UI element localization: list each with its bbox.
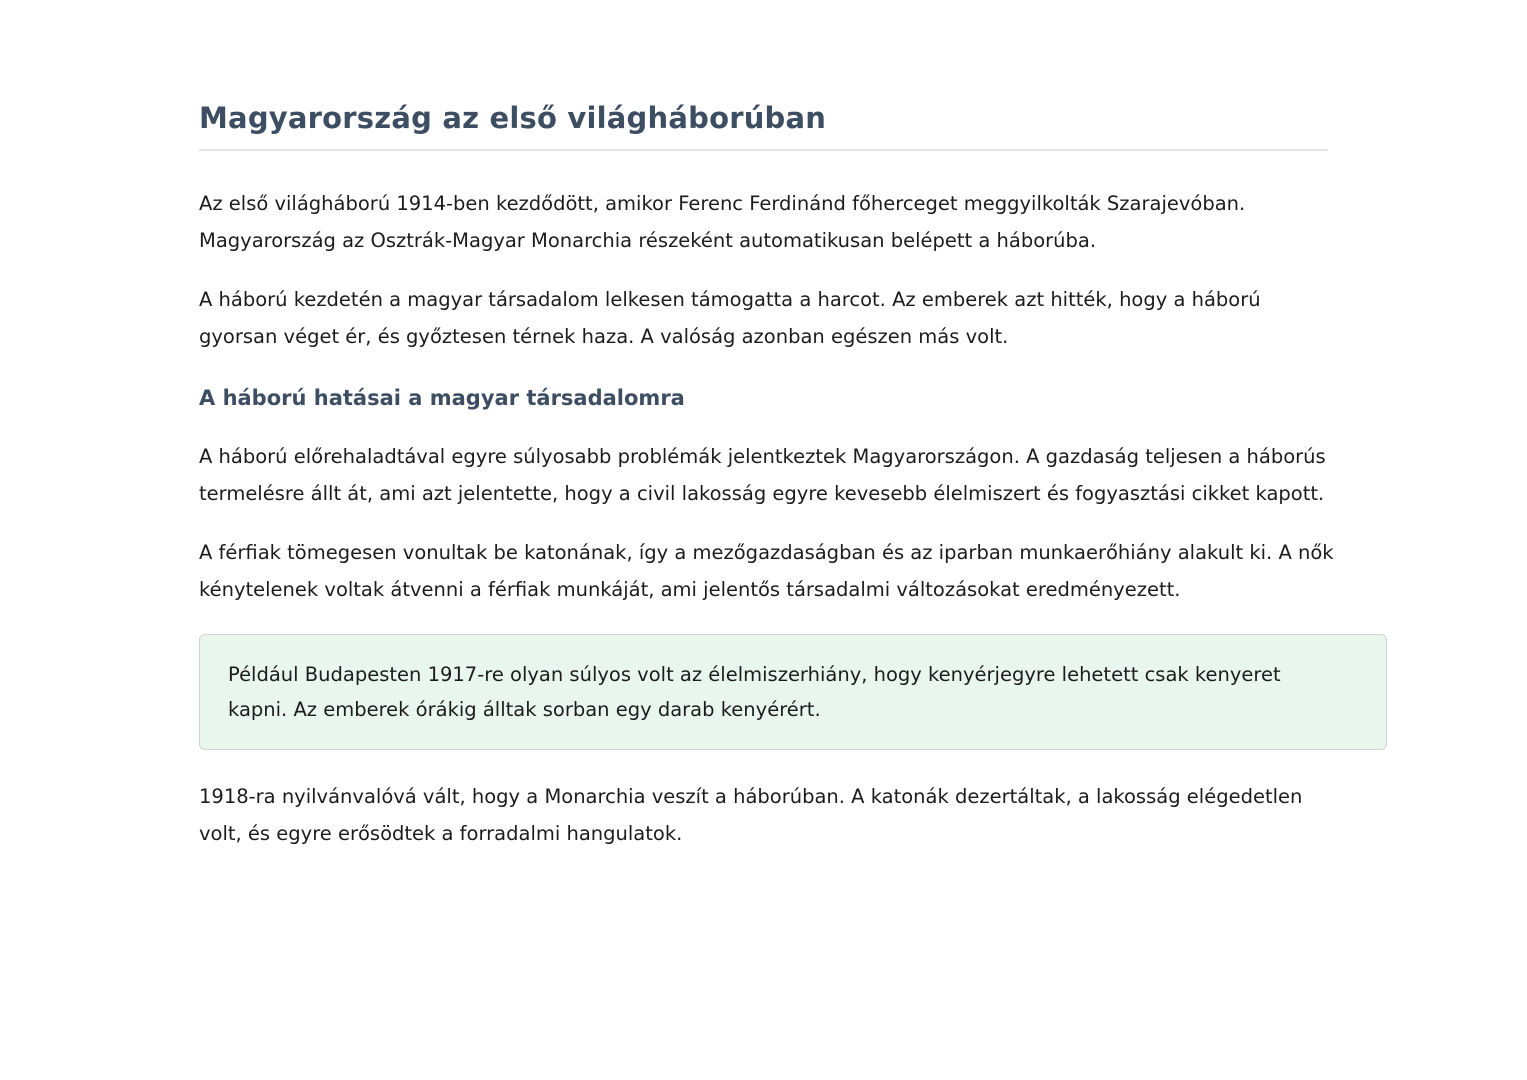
intro-paragraph-2: A háború kezdetén a magyar társadalom lelkesen támogatta a harcot. Az emberek azt hitték, hogy a háború gyorsan véget ér, és győztesen térnek haza. A valóság azonban egészen más volt.	[199, 288, 1261, 349]
example-callout-text: Például Budapesten 1917-re olyan súlyos volt az élelmiszerhiány, hogy kenyérjegyre lehetett csak kenyeret kapni. Az emberek órákig álltak sorban egy darab kenyérért.	[228, 662, 1281, 721]
example-callout	[199, 634, 1387, 750]
page-title: Magyarország az első világháborúban	[199, 101, 827, 135]
section-heading: A háború hatásai a magyar társadalomra	[199, 386, 685, 411]
section-paragraph-2: A férfiak tömegesen vonultak be katonának, így a mezőgazdaságban és az iparban munkaerőhiány alakult ki. A nők kénytelenek voltak átvenni a férfiak munkáját, ami jelentős társadalmi változásokat eredményezett.	[199, 540, 1334, 601]
section-paragraph-1: A háború előrehaladtával egyre súlyosabb problémák jelentkeztek Magyarországon. A gazdaság teljesen a háborús termelésre állt át, ami azt jelentette, hogy a civil lakosság egyre kevesebb élelmiszert és fogyasztási cikket kapott.	[199, 444, 1326, 505]
intro-paragraph-1: Az első világháború 1914-ben kezdődött, amikor Ferenc Ferdinánd főherceget meggyilkolták Szarajevóban. Magyarország az Osztrák-Magyar Monarchia részeként automatikusan belépett a háborúba.	[199, 192, 1246, 253]
title-divider	[199, 149, 1328, 151]
document-page	[199, 0, 1387, 852]
closing-paragraph: 1918-ra nyilvánvalóvá vált, hogy a Monarchia veszít a háborúban. A katonák dezertáltak, a lakosság elégedetlen volt, és egyre erősödtek a forradalmi hangulatok.	[199, 784, 1303, 845]
